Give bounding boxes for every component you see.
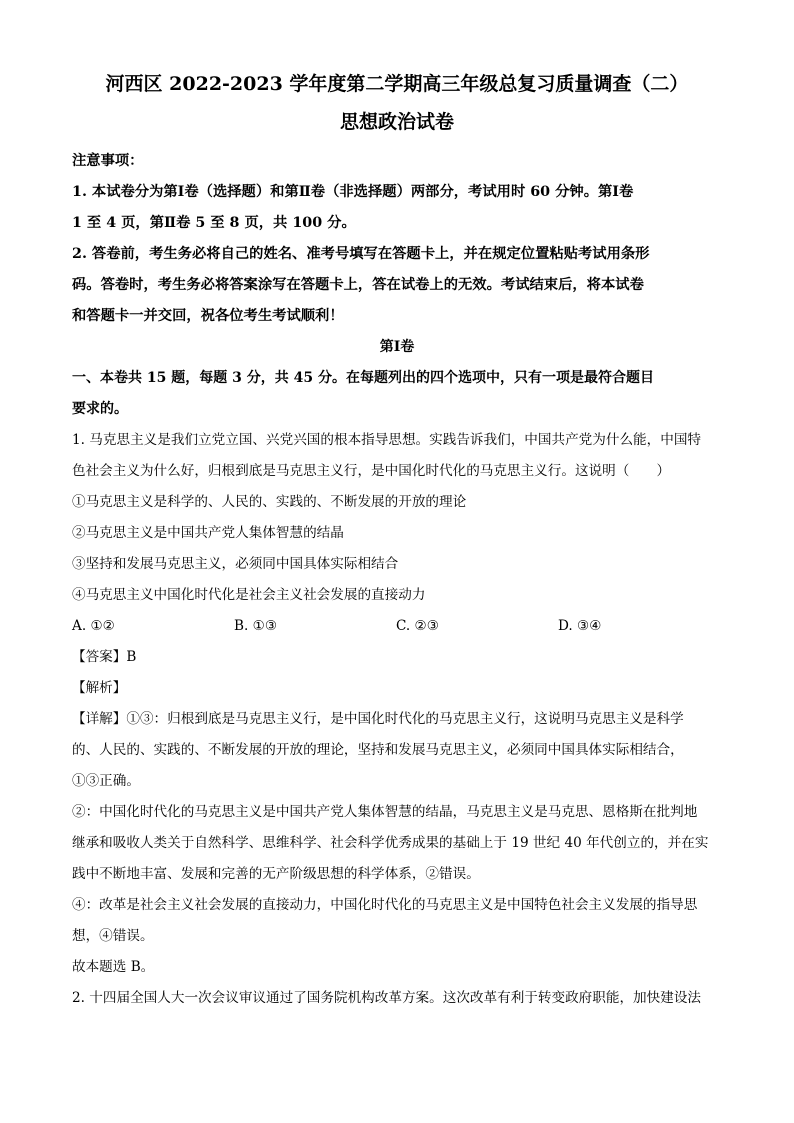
page-subtitle: 思想政治试卷 bbox=[339, 111, 454, 133]
notice-line: 和答题卡一并交回，祝各位考生考试顺利！ bbox=[72, 308, 344, 324]
section-title: 第Ⅰ卷 bbox=[379, 339, 415, 355]
statement: ④马克思主义中国化时代化是社会主义社会发展的直接动力 bbox=[72, 587, 426, 603]
detail-line: 故本题选 B。 bbox=[72, 959, 155, 975]
page-title: 河西区 2022-2023 学年度第二学期高三年级总复习质量调查（二） bbox=[105, 73, 689, 95]
option-a: A. ①② bbox=[72, 618, 115, 634]
statement: ③坚持和发展马克思主义，必须同中国具体实际相结合 bbox=[72, 556, 399, 572]
detail-line: 践中不断地丰富、发展和完善的无产阶级思想的科学体系，②错误。 bbox=[72, 866, 480, 882]
notice-line: 2. 答卷前，考生务必将自己的姓名、准考号填写在答题卡上，并在规定位置粘贴考试用条形 bbox=[72, 246, 650, 262]
detail-line: ①③正确。 bbox=[72, 773, 140, 789]
notice-line: 1. 本试卷分为第Ⅰ卷（选择题）和第Ⅱ卷（非选择题）两部分，考试用时 60 分钟。第Ⅰ卷 bbox=[72, 184, 634, 200]
option-c: C. ②③ bbox=[396, 618, 439, 634]
question-1 bbox=[72, 425, 722, 983]
question-stem: 2. 十四届全国人大一次会议审议通过了国务院机构改革方案。这次改革有利于转变政府职能，加快建设法 bbox=[72, 990, 702, 1006]
section-instructions: 一、本卷共 15 题，每题 3 分，共 45 分。在每题列出的四个选项中，只有一项是最符合题目 bbox=[72, 370, 654, 386]
statement: ①马克思主义是科学的、人民的、实践的、不断发展的开放的理论 bbox=[72, 494, 467, 510]
answer-label: 【答案】B bbox=[72, 649, 137, 665]
section-instructions: 要求的。 bbox=[72, 401, 128, 417]
notice-line: 码。答卷时，考生务必将答案涂写在答题卡上，答在试卷上的无效。考试结束后，将本试卷 bbox=[72, 277, 644, 293]
detail-line: 想，④错误。 bbox=[72, 928, 154, 944]
detail-line: ④：改革是社会主义社会发展的直接动力，中国化时代化的马克思主义是中国特色社会主义发展的指导思 bbox=[72, 897, 698, 913]
question-2 bbox=[72, 983, 722, 1014]
notice-line: 1 至 4 页，第Ⅱ卷 5 至 8 页，共 100 分。 bbox=[72, 215, 356, 231]
option-b: B. ①③ bbox=[234, 618, 278, 634]
statement: ②马克思主义是中国共产党人集体智慧的结晶 bbox=[72, 525, 344, 541]
question-stem: 1. 马克思主义是我们立党立国、兴党兴国的根本指导思想。实践告诉我们，中国共产党为什么能，中国特 bbox=[72, 432, 702, 448]
option-d: D. ③④ bbox=[558, 618, 602, 634]
question-stem: 色社会主义为什么好，归根到底是马克思主义行，是中国化时代化的马克思主义行。这说明（ ） bbox=[72, 463, 671, 479]
notice-heading: 注意事项： bbox=[72, 153, 144, 169]
detail-line: 继承和吸收人类关于自然科学、思维科学、社会科学优秀成果的基础上于 19 世纪 40 年代创立的，并在实 bbox=[72, 835, 709, 851]
notice-section bbox=[72, 146, 722, 332]
detail-line: 【详解】①③：归根到底是马克思主义行，是中国化时代化的马克思主义行，这说明马克思主义是科学 bbox=[72, 711, 684, 727]
analysis-label: 【解析】 bbox=[72, 680, 127, 696]
option-row bbox=[72, 611, 722, 642]
detail-line: 的、人民的、实践的、不断发展的开放的理论，坚持和发展马克思主义，必须同中国具体实际相结合， bbox=[72, 742, 684, 758]
detail-line: ②：中国化时代化的马克思主义是中国共产党人集体智慧的结晶，马克思主义是马克思、恩格斯在批判地 bbox=[72, 804, 698, 820]
